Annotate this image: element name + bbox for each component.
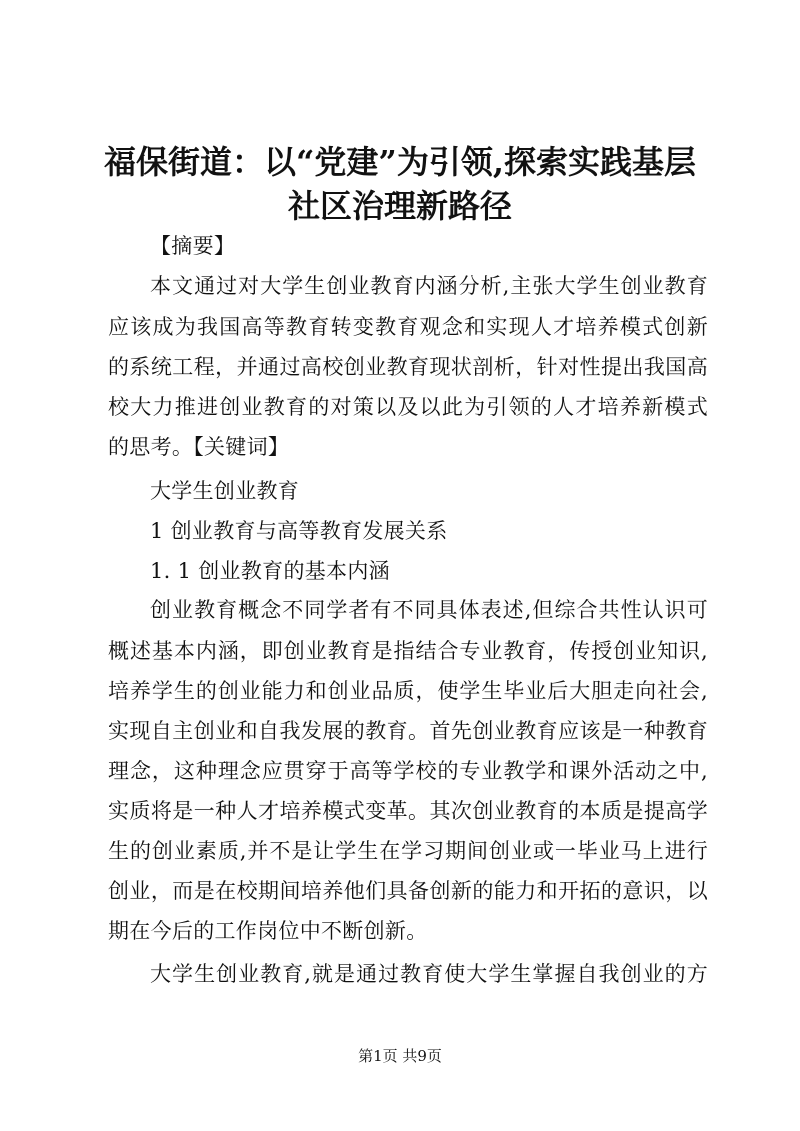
paragraph-line: 创业教育概念不同学者有不同具体表述,但综合共性认识可: [150, 598, 708, 622]
paragraph-line: 培养学生的创业能力和创业品质，使学生毕业后大胆走向社会,: [108, 679, 708, 703]
paragraph-line: 期在今后的工作岗位中不断创新。: [108, 919, 428, 943]
paragraph-line: 本文通过对大学生创业教育内涵分析,主张大学生创业教育: [150, 274, 708, 298]
paragraph-line: 校大力推进创业教育的对策以及以此为引领的人才培养新模式: [108, 395, 708, 419]
paragraph-line: 应该成为我国高等教育转变教育观念和实现人才培养模式创新: [108, 315, 708, 339]
paragraph-line: 生的创业素质,并不是让学生在学习期间创业或一毕业马上进行: [108, 839, 708, 863]
section-heading: 1 创业教育与高等教育发展关系: [150, 519, 448, 543]
paragraph-line: 理念，这种理念应贯穿于高等学校的专业教学和课外活动之中,: [108, 759, 708, 783]
document-title-line-2: 社区治理新路径: [287, 187, 512, 225]
paragraph-line: 实质将是一种人才培养模式变革。其次创业教育的本质是提高学: [108, 799, 708, 823]
paragraph-line: 实现自主创业和自我发展的教育。首先创业教育应该是一种教育: [108, 719, 708, 743]
paragraph-line: 的系统工程，并通过高校创业教育现状剖析，针对性提出我国高: [108, 355, 708, 379]
subsection-heading: 1. 1 创业教育的基本内涵: [150, 559, 390, 583]
paragraph-line: 大学生创业教育,就是通过教育使大学生掌握自我创业的方: [150, 962, 708, 986]
paragraph-line: 创业，而是在校期间培养他们具备创新的能力和开拓的意识，以: [108, 879, 708, 903]
paragraph-line: 概述基本内涵，即创业教育是指结合专业教育，传授创业知识,: [108, 639, 708, 663]
abstract-heading: 【摘要】: [150, 234, 236, 258]
document-title-line-1: 福保街道：以“党建”为引领,探索实践基层: [104, 143, 696, 181]
keywords-line: 大学生创业教育: [150, 479, 300, 503]
paragraph-line: 的思考。【关键词】: [108, 435, 290, 459]
page-number-footer: 第1页 共9页: [358, 1047, 442, 1065]
